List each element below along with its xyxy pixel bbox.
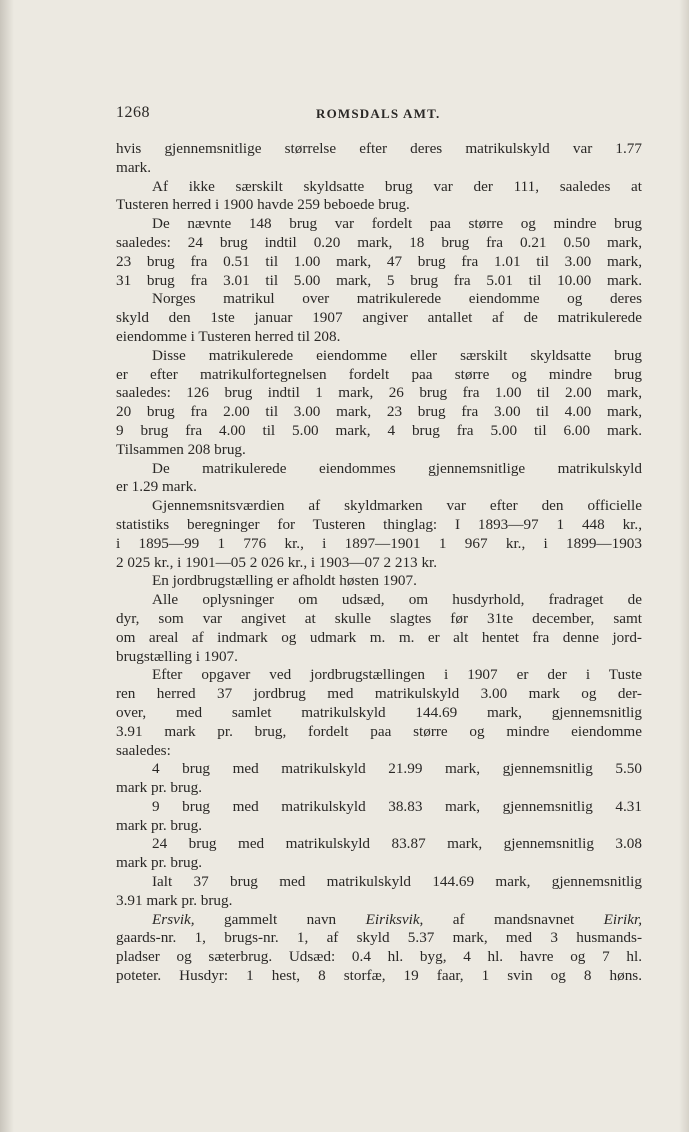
text-line: Efter opgaver ved jordbrugstællingen i 1907 er der i Tuste [152, 666, 642, 684]
text-line: om areal af indmark og udmark m. m. er alt hentet fra denne jord- [116, 628, 642, 646]
text-line: ren herred 37 jordbrug med matrikulskyld 3.00 mark og der- [116, 685, 642, 703]
text-line: saaledes: 24 brug indtil 0.20 mark, 18 brug fra 0.21 0.50 mark, [116, 233, 642, 251]
text-line: 3.91 mark pr. brug. [116, 891, 233, 909]
italic-name: Eirikr, [603, 910, 642, 928]
text-line: mark pr. brug. [116, 854, 203, 872]
text-line: De nævnte 148 brug var fordelt paa større og mindre brug [152, 215, 642, 233]
text-line: saaledes: 126 brug indtil 1 mark, 26 brug fra 1.00 til 2.00 mark, [116, 384, 642, 402]
italic-name: Ersvik, [152, 910, 195, 928]
text-line: saaledes: [116, 741, 171, 759]
italic-name: Eiriksvik, [365, 910, 424, 928]
text-line: hvis gjennemsnitlige størrelse efter deres matrikulskyld var 1.77 [116, 140, 642, 157]
text-line: er efter matrikulfortegnelsen fordelt paa større og mindre brug [116, 365, 642, 383]
text-line: mark pr. brug. [116, 816, 203, 834]
text-line: De matrikulerede eiendommes gjennemsnitlige matrikulskyld [152, 459, 642, 477]
text-line: brugstælling i 1907. [116, 647, 238, 665]
text-line: 2 025 kr., i 1901—05 2 026 kr., i 1903—07 2 213 kr. [116, 553, 438, 571]
text-line [116, 911, 642, 930]
text-span: af mandsnavnet [423, 910, 604, 928]
page-number: 1268 [116, 104, 150, 121]
text-line: Ialt 37 brug med matrikulskyld 144.69 mark, gjennemsnitlig [152, 873, 642, 891]
text-line: 23 brug fra 0.51 til 1.00 mark, 47 brug fra 1.01 til 3.00 mark, [116, 252, 642, 270]
text-span: gammelt navn [194, 910, 366, 928]
text-line: eiendomme i Tusteren herred til 208. [116, 327, 341, 345]
text-line: Alle oplysninger om udsæd, om husdyrhold, fradraget de [152, 591, 642, 609]
text-line: 9 brug fra 4.00 til 5.00 mark, 4 brug fra 5.00 til 6.00 mark. [116, 421, 642, 439]
text-line: skyld den 1ste januar 1907 angiver antallet af de matrikulerede [116, 309, 642, 327]
text-line: Gjennemsnitsværdien af skyldmarken var efter den officielle [152, 497, 642, 515]
text-line: 3.91 mark pr. brug, fordelt paa større og mindre eiendomme [116, 722, 642, 740]
text-line: dyr, som var angivet at skulle slagtes før 31te december, samt [116, 609, 642, 627]
text-line: i 1895—99 1 776 kr., i 1897—1901 1 967 kr., i 1899—1903 [116, 534, 642, 552]
text-line: poteter. Husdyr: 1 hest, 8 storfæ, 19 faar, 1 svin og 8 høns. [116, 967, 642, 985]
text-line: gaards-nr. 1, brugs-nr. 1, af skyld 5.37 mark, med 3 husmands- [116, 929, 642, 947]
text-line: Norges matrikul over matrikulerede eiendomme og deres [152, 290, 642, 308]
text-line: er 1.29 mark. [116, 478, 197, 496]
text-line: 4 brug med matrikulskyld 21.99 mark, gjennemsnitlig 5.50 [152, 760, 642, 778]
text-line: 20 brug fra 2.00 til 3.00 mark, 23 brug fra 3.00 til 4.00 mark, [116, 403, 642, 421]
text-line: mark. [116, 158, 152, 176]
text-line: 31 brug fra 3.01 til 5.00 mark, 5 brug fra 5.01 til 10.00 mark. [116, 271, 642, 289]
text-line: Disse matrikulerede eiendomme eller særskilt skyldsatte brug [152, 346, 642, 364]
text-line: Tilsammen 208 brug. [116, 440, 246, 458]
text-line: statistiks beregninger for Tusteren thinglag: I 1893—97 1 448 kr., [116, 515, 642, 533]
text-line: pladser og sæterbrug. Udsæd: 0.4 hl. byg, 4 hl. havre og 7 hl. [116, 948, 642, 966]
text-line: En jordbrugstælling er afholdt høsten 1907. [152, 572, 417, 590]
text-line: Af ikke særskilt skyldsatte brug var der 111, saaledes at [152, 177, 642, 195]
body-text [116, 140, 642, 986]
text-line: over, med samlet matrikulskyld 144.69 mark, gjennemsnitlig [116, 703, 642, 721]
text-line: 9 brug med matrikulskyld 38.83 mark, gjennemsnitlig 4.31 [152, 797, 642, 815]
text-line: 24 brug med matrikulskyld 83.87 mark, gjennemsnitlig 3.08 [152, 835, 642, 853]
page-header [116, 104, 642, 126]
text-line: mark pr. brug. [116, 779, 203, 797]
page-edge-shadow-right [679, 0, 689, 1132]
running-head: ROMSDALS AMT. [316, 106, 441, 121]
text-line: Tusteren herred i 1900 havde 259 beboede brug. [116, 196, 410, 214]
page-edge-shadow-left [0, 0, 14, 1132]
